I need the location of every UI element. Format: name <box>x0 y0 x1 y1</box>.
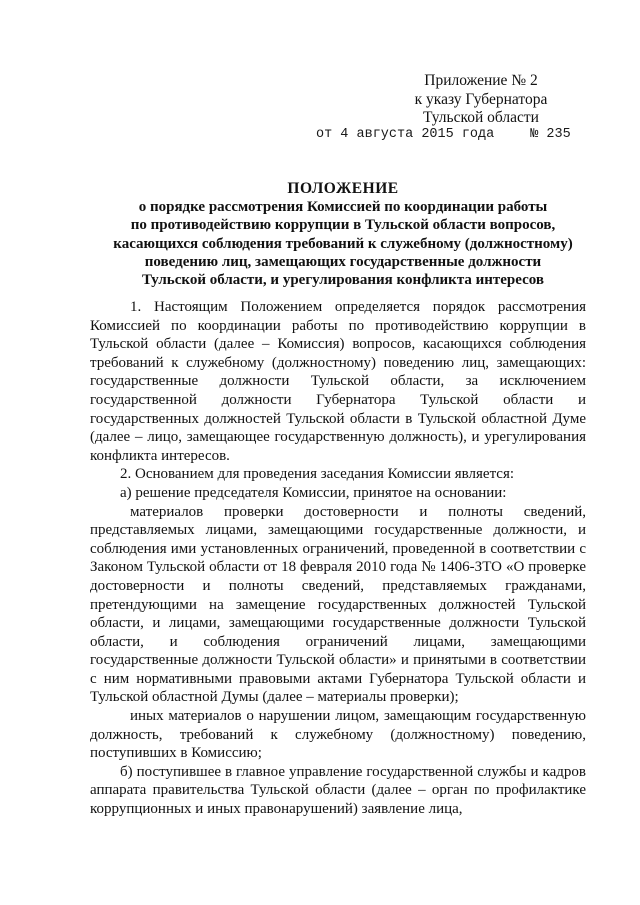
annex-number: Приложение № 2 <box>424 72 538 89</box>
paragraph-2b: б) поступившее в главное управление государственной службы и кадров аппарата правительства Тульской области (далее – орган по профилактике коррупционных и иных правонарушений) заявление лица, <box>90 763 586 818</box>
paragraph-other-materials: иных материалов о нарушении лицом, замещающим государственную должность, требований к служебному (должностному) поведению, поступивших в Комиссию; <box>90 708 586 762</box>
title-line: касающихся соблюдения требований к служебному (должностному) <box>113 235 573 252</box>
order-date: от 4 августа 2015 года <box>316 127 495 142</box>
annex-reference: к указу Губернатора <box>414 90 548 108</box>
title-line: Тульской области, и урегулирования конфликта интересов <box>141 272 545 289</box>
paragraph-2: 2. Основанием для проведения заседания Комиссии является: <box>120 466 515 483</box>
paragraph-2a: а) решение председателя Комиссии, принятое на основании: <box>120 484 507 501</box>
document-title <box>90 180 596 289</box>
paragraph-1: 1. Настоящим Положением определяется порядок рассмотрения Комиссией по координации работы по противодействию коррупции в Тульской области (далее – Комиссия) вопросов, касающихся соблюдения требований к служебному (должностному) поведению лиц, замещающих: государственные должности Тульской области, за исключением государственной должности Губернатора Тульской области и государственных должностей Тульской области в Тульской областной Думе (далее – лицо, замещающее государственную должность), и урегулирования конфликта интересов. <box>90 299 586 464</box>
order-number: № 235 <box>530 127 571 142</box>
paragraph-materials: материалов проверки достоверности и полноты сведений, представляемых лицами, замещающими государственные должности, и соблюдения ими установленных ограничений, проведенной в соответствии с Законом Тульской области от 18 февраля 2010 года № 1406-ЗТО «О проверке достоверности и полноты сведений, представляемых гражданами, претендующими на замещение государственных должностей Тульской области, и лицами, замещающими государственные должности Тульской области, и соблюдения ограничений лицами, замещающими государственные должности Тульской области» и принятыми в соответствии с ним нормативными правовыми актами Губернатора Тульской области и Тульской областной Думы (далее – материалы проверки); <box>90 503 586 706</box>
annex-region: Тульской области <box>423 109 539 126</box>
document-body <box>90 298 586 819</box>
order-date-number <box>316 127 571 142</box>
title-line: поведению лиц, замещающих государственные должности <box>144 253 542 270</box>
title-line: по противодействию коррупции в Тульской области вопросов, <box>130 217 556 234</box>
annex-block <box>391 72 571 128</box>
title-heading: ПОЛОЖЕНИЕ <box>287 180 399 197</box>
title-line: о порядке рассмотрения Комиссией по координации работы <box>138 199 548 216</box>
